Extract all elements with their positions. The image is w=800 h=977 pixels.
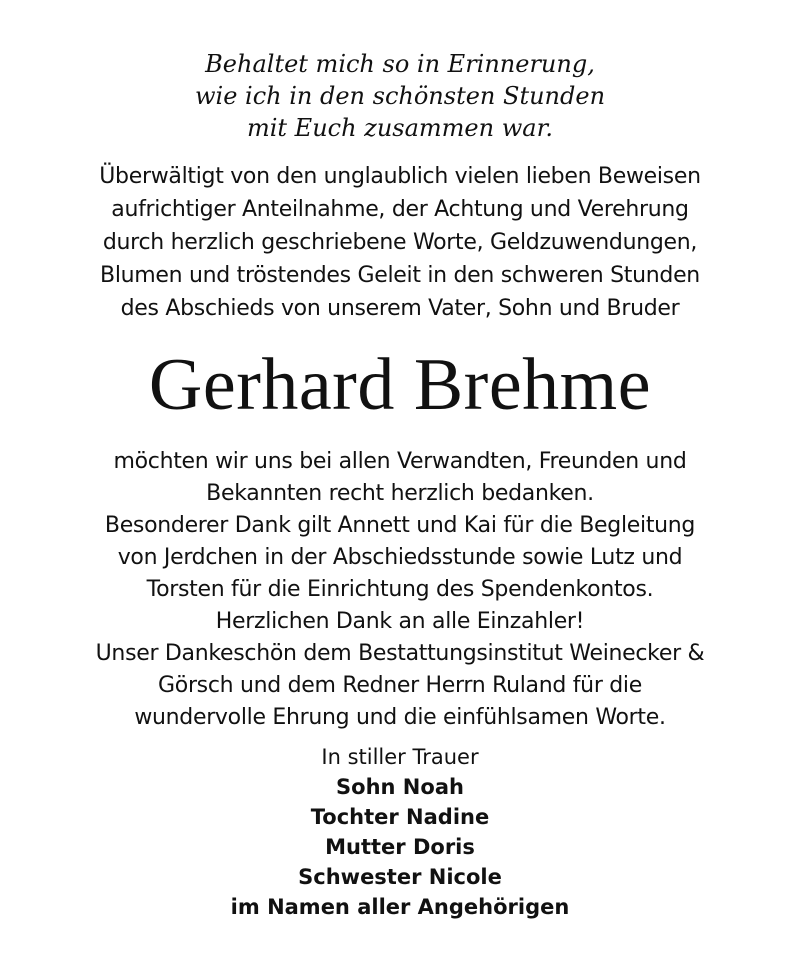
mourner-name: Tochter Nadine	[310, 805, 490, 829]
thanks-line: möchten wir uns bei allen Verwandten, Freunden und	[113, 449, 687, 474]
thanks-line: wundervolle Ehrung und die einfühlsamen Worte.	[134, 705, 666, 730]
thanks-paragraph	[0, 446, 800, 734]
memorial-quote	[0, 48, 800, 144]
intro-line: des Abschieds von unserem Vater, Sohn und Bruder	[120, 296, 680, 321]
thanks-line: Besonderer Dank gilt Annett und Kai für die Begleitung	[104, 513, 696, 538]
quote-line: mit Euch zusammen war.	[246, 114, 554, 142]
thanks-line: von Jerdchen in der Abschiedsstunde sowie Lutz und	[117, 545, 683, 570]
mourners-signature	[0, 742, 800, 922]
thanks-line: Görsch und dem Redner Herrn Ruland für die	[158, 673, 642, 698]
intro-line: Überwältigt von den unglaublich vielen lieben Beweisen	[99, 164, 701, 189]
quote-line: wie ich in den schönsten Stunden	[194, 82, 606, 110]
deceased-name: Gerhard Brehme	[148, 344, 652, 426]
mourner-name: Sohn Noah	[336, 775, 464, 799]
intro-line: aufrichtiger Anteilnahme, der Achtung und Verehrung	[111, 197, 689, 222]
thanks-line: Bekannten recht herzlich bedanken.	[206, 481, 594, 506]
intro-line: Blumen und tröstendes Geleit in den schweren Stunden	[100, 263, 700, 288]
mourner-name: Mutter Doris	[325, 835, 475, 859]
intro-line: durch herzlich geschriebene Worte, Geldzuwendungen,	[102, 230, 698, 255]
intro-paragraph	[0, 160, 800, 325]
thanks-line: Unser Dankeschön dem Bestattungsinstitut Weinecker &	[95, 641, 705, 666]
thanks-line: Herzlichen Dank an alle Einzahler!	[215, 609, 585, 634]
thanks-line: Torsten für die Einrichtung des Spendenkontos.	[146, 577, 654, 602]
quote-line: Behaltet mich so in Erinnerung,	[205, 50, 595, 78]
mourner-name: im Namen aller Angehörigen	[230, 895, 570, 919]
mourning-intro: In stiller Trauer	[321, 745, 479, 769]
mourner-name: Schwester Nicole	[298, 865, 502, 889]
